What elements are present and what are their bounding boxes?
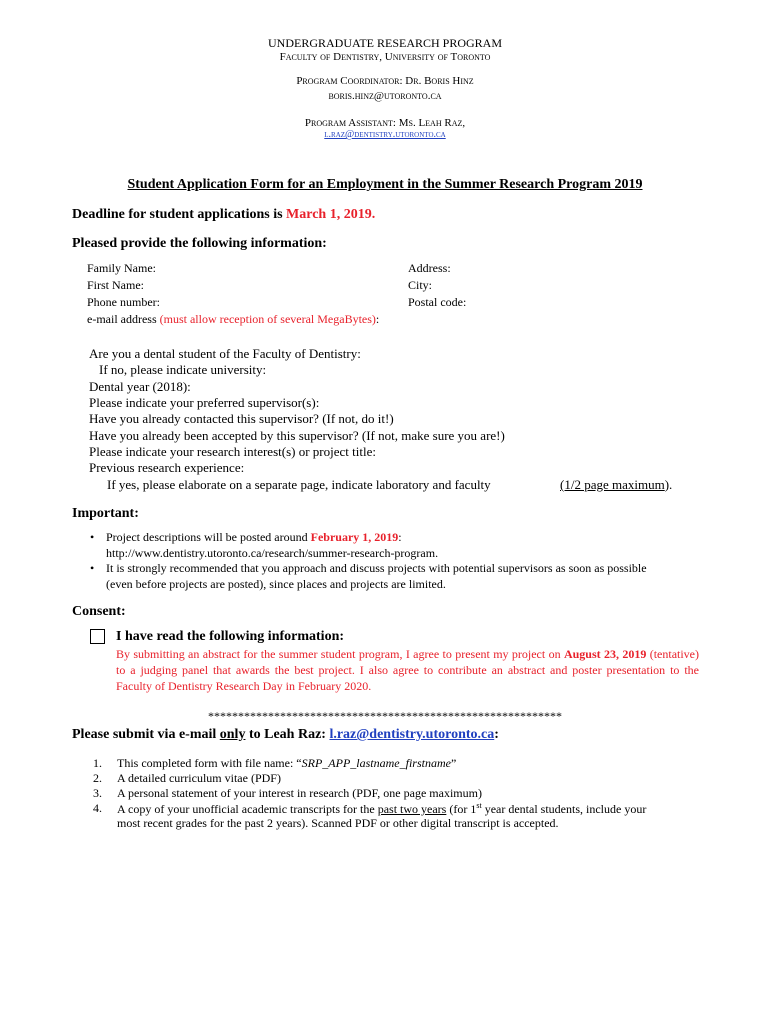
- submit-list: [88, 756, 708, 830]
- important-bullet-1: [90, 530, 706, 545]
- consent-text: [116, 646, 699, 694]
- question-supervisor: Please indicate your preferred supervisor(s):: [89, 395, 320, 410]
- phone-number-label: Phone number:: [87, 295, 160, 309]
- important-bullet-2: [90, 561, 706, 576]
- form-title: Student Application Form for an Employment in the Summer Research Program 2019: [127, 177, 643, 192]
- list-number: 4.: [93, 801, 102, 815]
- deadline-prefix: Deadline for student applications is: [72, 207, 287, 222]
- coordinator-line: Program Coordinator: Dr. Boris Hinz: [296, 75, 474, 87]
- question-previous-experience: Previous research experience:: [89, 460, 245, 475]
- list-number: 3.: [93, 786, 102, 800]
- question-research-interest: Please indicate your research interest(s) or project title:: [89, 444, 376, 459]
- email-address-label: [87, 312, 379, 327]
- item4-underlined: past two years: [377, 802, 447, 816]
- consent-text-after: (tentative) to a judging panel that awards the best project. I also agree to contribute an abstract and poster presentation to the Faculty of Dentistry Research Day in February 2020.: [116, 647, 700, 693]
- consent-checkbox[interactable]: [90, 629, 105, 644]
- consent-checkbox-label: I have read the following information:: [116, 629, 345, 644]
- item4-prefix: A copy of your unofficial academic transcripts for the: [117, 802, 378, 816]
- faculty-name: Faculty of Dentistry, University of Toronto: [279, 51, 491, 63]
- submit-prefix: Please submit via e-mail: [72, 727, 220, 742]
- bullet1-date: February 1, 2019: [310, 530, 399, 544]
- list-item-transcripts: [117, 801, 707, 817]
- list-item-transcripts-line2: most recent grades for the past 2 years). Scanned PDF or other digital transcript is accepted.: [117, 816, 559, 830]
- submit-colon: :: [494, 727, 499, 742]
- bullet1-prefix: Project descriptions will be posted around: [106, 530, 311, 544]
- question-dental-student: Are you a dental student of the Faculty of Dentistry:: [89, 346, 361, 361]
- submit-only: only: [219, 727, 246, 742]
- bullet2-line2: (even before projects are posted), since places and projects are limited.: [106, 577, 446, 591]
- list-item-statement: A personal statement of your interest in research (PDF, one page maximum): [117, 786, 482, 800]
- postal-code-label: Postal code:: [408, 295, 467, 309]
- submit-email-link[interactable]: l.raz@dentistry.utoronto.ca: [329, 727, 495, 742]
- consent-text-before: By submitting an abstract for the summer student program, I agree to present my project on: [116, 647, 564, 661]
- assistant-email-link[interactable]: l.raz@dentistry.utoronto.ca: [324, 129, 446, 140]
- bullet-icon: •: [90, 561, 95, 575]
- question-elaborate: If yes, please elaborate on a separate page, indicate laboratory and faculty: [107, 477, 491, 492]
- list-number: 2.: [93, 771, 102, 785]
- email-colon: :: [375, 312, 380, 326]
- deadline-date: March 1, 2019.: [286, 207, 376, 222]
- coordinator-email: boris.hinz@utoronto.ca: [328, 90, 442, 102]
- question-university: If no, please indicate university:: [99, 362, 267, 377]
- list-number: 1.: [93, 756, 102, 770]
- item1-filename: SRP_APP_lastname_firstname: [301, 756, 451, 770]
- question-contacted: Have you already contacted this supervisor? (If not, do it!): [89, 411, 394, 426]
- page-max-end: ).: [664, 477, 673, 492]
- submit-middle: to Leah Raz:: [245, 727, 330, 742]
- submit-line: [72, 727, 499, 743]
- bullet-icon: •: [90, 530, 95, 544]
- list-item-cv: A detailed curriculum vitae (PDF): [117, 771, 281, 785]
- email-note: (must allow reception of several MegaBytes): [159, 312, 376, 326]
- bullet2-line1: It is strongly recommended that you approach and discuss projects with potential supervisors as soon as possible: [106, 561, 647, 575]
- address-label: Address:: [408, 261, 451, 275]
- assistant-line: Program Assistant: Ms. Leah Raz,: [304, 117, 466, 129]
- item4-rest: year dental students, include your: [481, 802, 647, 816]
- item4-mid: (for 1: [446, 802, 477, 816]
- question-dental-year: Dental year (2018):: [89, 379, 191, 394]
- program-url: http://www.dentistry.utoronto.ca/research/summer-research-program.: [106, 546, 439, 560]
- first-name-label: First Name:: [87, 278, 144, 292]
- page-max-text: (1/2 page maximum: [560, 477, 665, 492]
- program-name: UNDERGRADUATE RESEARCH PROGRAM: [267, 36, 503, 50]
- email-label-text: e-mail address: [87, 312, 160, 326]
- provide-heading: Pleased provide the following information:: [72, 236, 327, 251]
- deadline-line: [72, 207, 375, 223]
- consent-heading: Consent:: [72, 604, 126, 619]
- important-heading: Important:: [72, 506, 139, 521]
- item1-prefix: This completed form with file name: “: [117, 756, 302, 770]
- list-item-form: [117, 756, 456, 771]
- city-label: City:: [408, 278, 433, 292]
- asterisk-divider: ***********************************************************: [208, 709, 562, 723]
- question-accepted: Have you already been accepted by this supervisor? (If not, make sure you are!): [89, 428, 505, 443]
- item4-sup: st: [476, 801, 482, 810]
- consent-date: August 23, 2019: [563, 647, 647, 661]
- family-name-label: Family Name:: [87, 261, 156, 275]
- item1-suffix: ”: [450, 756, 457, 770]
- bullet1-colon: :: [398, 530, 402, 544]
- page-max-note: [560, 477, 672, 493]
